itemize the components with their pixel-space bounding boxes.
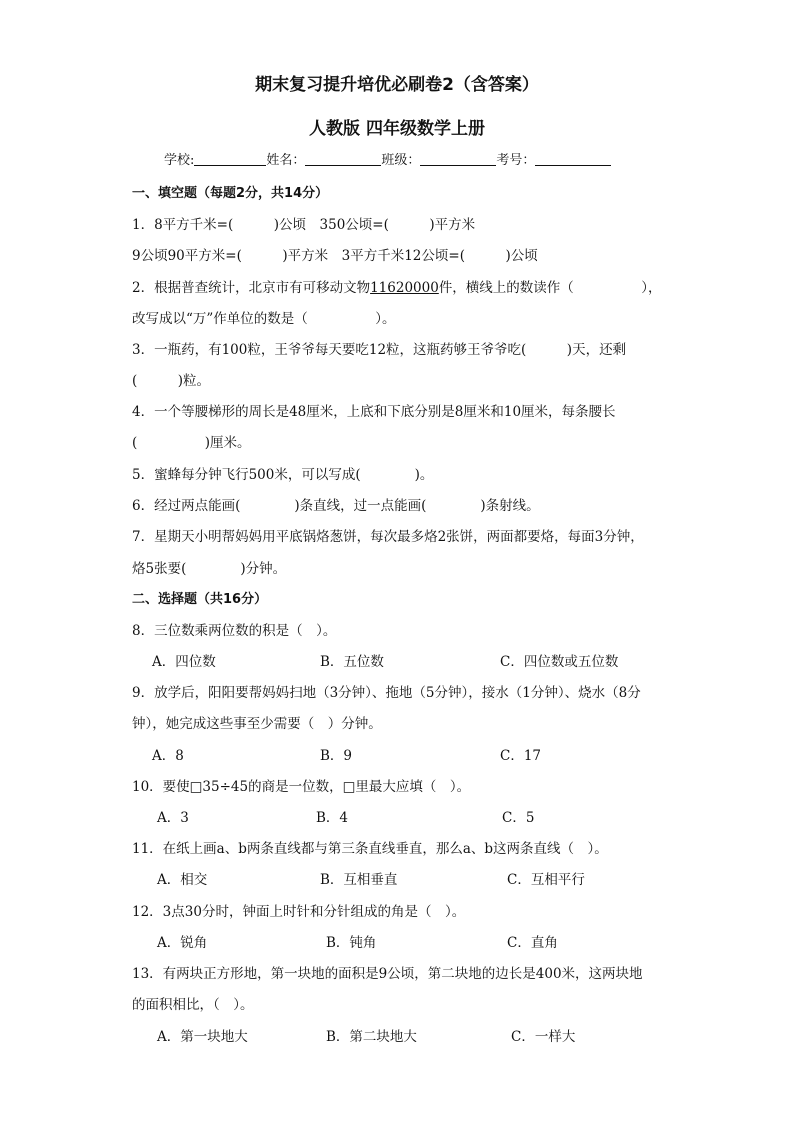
- question-12-option-a: A．锐角: [157, 935, 208, 951]
- question-5: 5．蜜蜂每分钟飞行500米，可以写成( )。: [132, 467, 434, 483]
- question-2-text-post: 件，横线上的数读作（ ），: [438, 280, 662, 296]
- question-10-option-b: B．4: [316, 810, 349, 826]
- question-11-option-c: C．互相平行: [507, 872, 585, 888]
- question-8-option-a: A．四位数: [152, 654, 216, 670]
- question-11-option-b: B．互相垂直: [320, 872, 398, 888]
- question-9-line-1: 9．放学后，阳阳要帮妈妈扫地（3分钟）、拖地（5分钟），接水（1分钟）、烧水（8分: [132, 685, 641, 701]
- page-title: 期末复习提升培优必刷卷2（含答案）: [255, 75, 539, 95]
- question-12-option-c: C．直角: [507, 935, 558, 951]
- question-11-option-a: A．相交: [157, 872, 208, 888]
- question-2-line-1: [132, 276, 662, 296]
- question-8: 8．三位数乘两位数的积是（ ）。: [132, 623, 337, 639]
- page-subtitle: 人教版 四年级数学上册: [309, 119, 485, 139]
- question-9-option-b: B．9: [320, 748, 353, 764]
- school-blank[interactable]: [194, 152, 266, 166]
- question-4-line-2: ( )厘米。: [132, 435, 251, 451]
- question-10-option-c: C．5: [502, 810, 535, 826]
- question-2-line-2: 改写成以“万”作单位的数是（ ）。: [132, 311, 396, 327]
- question-1-line-1: 1．8平方千米=( )公顷 350公顷=( )平方米: [132, 217, 476, 233]
- question-8-option-b: B．五位数: [320, 654, 384, 670]
- question-2-underlined-number: 11620000: [370, 280, 439, 296]
- student-info-line: [164, 149, 611, 168]
- question-13-option-c: C．一样大: [511, 1029, 576, 1045]
- question-12: 12．3点30分时，钟面上时针和分针组成的角是（ ）。: [132, 904, 466, 920]
- section-heading-fill-blank: 一、填空题（每题2分，共14分）: [132, 186, 329, 201]
- question-1-line-2: 9公顷90平方米=( )平方米 3平方千米12公顷=( )公顷: [132, 248, 538, 264]
- exam-no-label: 考号：: [496, 153, 536, 168]
- question-4-line-1: 4．一个等腰梯形的周长是48厘米，上底和下底分别是8厘米和10厘米，每条腰长: [132, 404, 616, 420]
- question-11: 11．在纸上画a、b两条直线都与第三条直线垂直，那么a、b这两条直线（ ）。: [132, 841, 608, 857]
- question-9-option-c: C．17: [500, 748, 542, 764]
- question-13-line-1: 13．有两块正方形地，第一块地的面积是9公顷，第二块地的边长是400米，这两块地: [132, 966, 643, 982]
- school-label: 学校:: [164, 153, 195, 168]
- question-9-line-2: 钟），她完成这些事至少需要（ ）分钟。: [132, 716, 382, 732]
- question-3-line-1: 3．一瓶药，有100粒，王爷爷每天要吃12粒，这瓶药够王爷爷吃( )天，还剩: [132, 342, 627, 358]
- question-13-option-b: B．第二块地大: [326, 1029, 417, 1045]
- question-10: 10．要使□35÷45的商是一位数，□里最大应填（ ）。: [132, 779, 471, 795]
- question-2-text-pre: 2．根据普查统计，北京市有可移动文物: [132, 280, 371, 296]
- exam-no-blank[interactable]: [535, 152, 611, 166]
- question-13-option-a: A．第一块地大: [157, 1029, 248, 1045]
- class-blank[interactable]: [420, 152, 496, 166]
- question-6: 6．经过两点能画( )条直线，过一点能画( )条射线。: [132, 498, 540, 514]
- section-heading-choice: 二、选择题（共16分）: [132, 592, 268, 607]
- question-13-line-2: 的面积相比，（ ）。: [132, 997, 254, 1013]
- class-label: 班级：: [381, 153, 421, 168]
- question-12-option-b: B．钝角: [326, 935, 377, 951]
- name-label: 姓名：: [266, 153, 306, 168]
- question-7-line-1: 7．星期天小明帮妈妈用平底锅烙葱饼，每次最多烙2张饼，两面都要烙，每面3分钟，: [132, 529, 644, 545]
- question-7-line-2: 烙5张要( )分钟。: [132, 561, 287, 577]
- name-blank[interactable]: [305, 152, 381, 166]
- question-3-line-2: ( )粒。: [132, 373, 211, 389]
- question-10-option-a: A．3: [157, 810, 189, 826]
- question-9-option-a: A．8: [152, 748, 184, 764]
- question-8-option-c: C．四位数或五位数: [500, 654, 619, 670]
